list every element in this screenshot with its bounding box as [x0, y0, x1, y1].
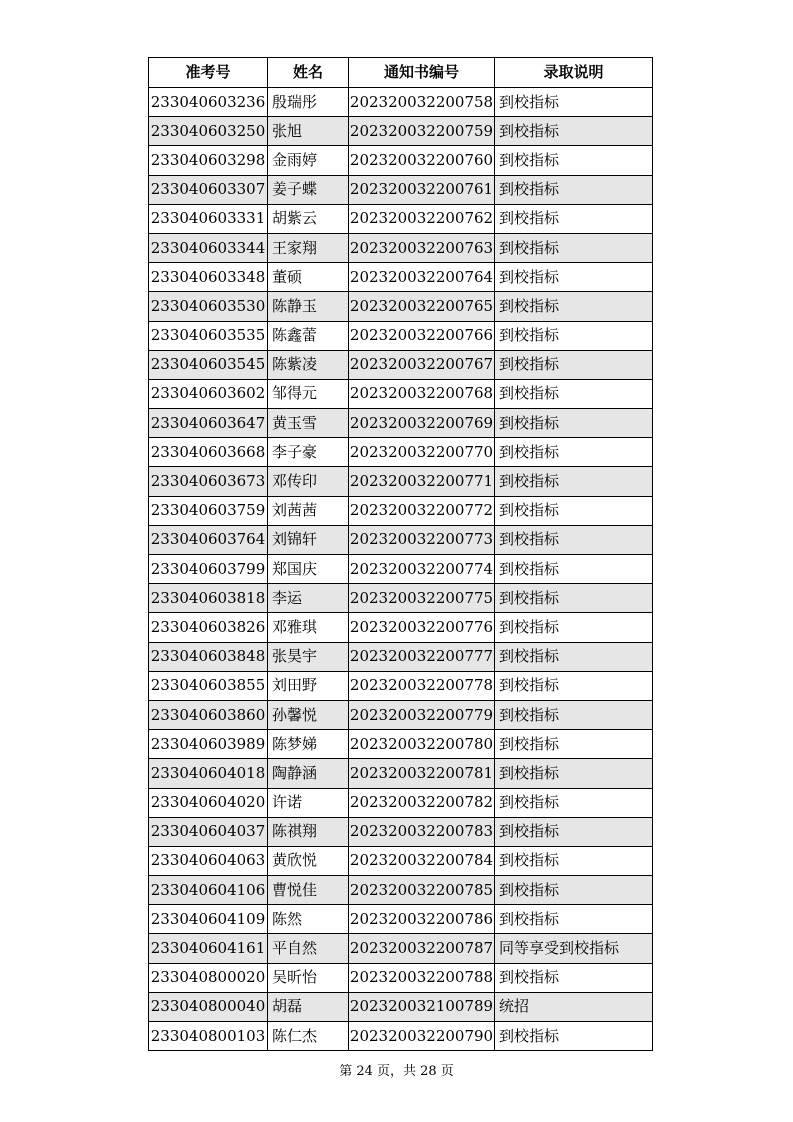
admission-note-cell: 到校指标 [495, 175, 653, 204]
exam-number-cell: 233040603535 [149, 321, 268, 350]
admission-note-cell: 到校指标 [495, 788, 653, 817]
student-name-cell: 李子豪 [268, 438, 349, 467]
notice-number-cell: 202320032200766 [349, 321, 495, 350]
student-name-cell: 陈紫凌 [268, 350, 349, 379]
exam-number-cell: 233040603307 [149, 175, 268, 204]
table-row [149, 438, 653, 467]
table-row [149, 671, 653, 700]
admission-note-cell: 到校指标 [495, 584, 653, 613]
column-header-exam-number: 准考号 [149, 58, 268, 88]
notice-number-cell: 202320032200773 [349, 525, 495, 554]
exam-number-cell: 233040603236 [149, 88, 268, 117]
admission-note-cell: 到校指标 [495, 117, 653, 146]
student-name-cell: 陶静涵 [268, 759, 349, 788]
notice-number-cell: 202320032200785 [349, 876, 495, 905]
exam-number-cell: 233040800020 [149, 963, 268, 992]
notice-number-cell: 202320032200786 [349, 905, 495, 934]
notice-number-cell: 202320032200779 [349, 700, 495, 729]
table-row [149, 146, 653, 175]
exam-number-cell: 233040604020 [149, 788, 268, 817]
admission-note-cell: 到校指标 [495, 963, 653, 992]
admission-note-cell: 到校指标 [495, 905, 653, 934]
student-name-cell: 刘田野 [268, 671, 349, 700]
student-name-cell: 曹悦佳 [268, 876, 349, 905]
table-row [149, 467, 653, 496]
admission-note-cell: 到校指标 [495, 730, 653, 759]
notice-number-cell: 202320032200761 [349, 175, 495, 204]
notice-number-cell: 202320032200781 [349, 759, 495, 788]
notice-number-cell: 202320032200790 [349, 1022, 495, 1051]
admission-note-cell: 到校指标 [495, 642, 653, 671]
admission-note-cell: 到校指标 [495, 379, 653, 408]
student-name-cell: 张昊宇 [268, 642, 349, 671]
notice-number-cell: 202320032200770 [349, 438, 495, 467]
table-row [149, 233, 653, 262]
student-name-cell: 董硕 [268, 263, 349, 292]
student-name-cell: 张旭 [268, 117, 349, 146]
student-name-cell: 邓雅琪 [268, 613, 349, 642]
table-row [149, 846, 653, 875]
table-row [149, 555, 653, 584]
exam-number-cell: 233040603344 [149, 233, 268, 262]
notice-number-cell: 202320032200767 [349, 350, 495, 379]
notice-number-cell: 202320032200782 [349, 788, 495, 817]
admission-note-cell: 统招 [495, 992, 653, 1021]
column-header-admission-note: 录取说明 [495, 58, 653, 88]
table-row [149, 263, 653, 292]
exam-number-cell: 233040603855 [149, 671, 268, 700]
admission-note-cell: 到校指标 [495, 263, 653, 292]
admission-note-cell: 到校指标 [495, 409, 653, 438]
notice-number-cell: 202320032200763 [349, 233, 495, 262]
column-header-name: 姓名 [268, 58, 349, 88]
exam-number-cell: 233040603647 [149, 409, 268, 438]
admission-note-cell: 到校指标 [495, 817, 653, 846]
table-row [149, 992, 653, 1021]
student-name-cell: 李运 [268, 584, 349, 613]
exam-number-cell: 233040603848 [149, 642, 268, 671]
admission-note-cell: 到校指标 [495, 876, 653, 905]
admission-note-cell: 到校指标 [495, 613, 653, 642]
table-body [149, 88, 653, 1051]
notice-number-cell: 202320032200758 [349, 88, 495, 117]
student-name-cell: 姜子蝶 [268, 175, 349, 204]
page-footer: 第 24 页，共 28 页 [339, 1064, 454, 1079]
exam-number-cell: 233040603530 [149, 292, 268, 321]
notice-number-cell: 202320032200777 [349, 642, 495, 671]
notice-number-cell: 202320032200776 [349, 613, 495, 642]
admission-note-cell: 同等享受到校指标 [495, 934, 653, 963]
exam-number-cell: 233040603759 [149, 496, 268, 525]
exam-number-cell: 233040604063 [149, 846, 268, 875]
table-row [149, 613, 653, 642]
table-row [149, 496, 653, 525]
student-name-cell: 胡紫云 [268, 204, 349, 233]
exam-number-cell: 233040604037 [149, 817, 268, 846]
exam-number-cell: 233040603250 [149, 117, 268, 146]
notice-number-cell: 202320032200759 [349, 117, 495, 146]
table-row [149, 817, 653, 846]
admission-note-cell: 到校指标 [495, 321, 653, 350]
table-row [149, 350, 653, 379]
student-name-cell: 陈鑫蕾 [268, 321, 349, 350]
table-row [149, 204, 653, 233]
exam-number-cell: 233040604106 [149, 876, 268, 905]
exam-number-cell: 233040603545 [149, 350, 268, 379]
student-name-cell: 陈然 [268, 905, 349, 934]
table-row [149, 1022, 653, 1051]
student-name-cell: 黄欣悦 [268, 846, 349, 875]
notice-number-cell: 202320032200772 [349, 496, 495, 525]
table-row [149, 730, 653, 759]
student-name-cell: 王家翔 [268, 233, 349, 262]
admission-note-cell: 到校指标 [495, 525, 653, 554]
exam-number-cell: 233040603668 [149, 438, 268, 467]
admission-note-cell: 到校指标 [495, 438, 653, 467]
student-name-cell: 金雨婷 [268, 146, 349, 175]
table-row [149, 584, 653, 613]
exam-number-cell: 233040604161 [149, 934, 268, 963]
notice-number-cell: 202320032200762 [349, 204, 495, 233]
table-row [149, 963, 653, 992]
notice-number-cell: 202320032200778 [349, 671, 495, 700]
exam-number-cell: 233040603860 [149, 700, 268, 729]
exam-number-cell: 233040800103 [149, 1022, 268, 1051]
student-name-cell: 陈祺翔 [268, 817, 349, 846]
exam-number-cell: 233040603818 [149, 584, 268, 613]
table-row [149, 292, 653, 321]
notice-number-cell: 202320032200774 [349, 555, 495, 584]
notice-number-cell: 202320032200760 [349, 146, 495, 175]
student-name-cell: 黄玉雪 [268, 409, 349, 438]
exam-number-cell: 233040603799 [149, 555, 268, 584]
table-row [149, 379, 653, 408]
table-row [149, 642, 653, 671]
exam-number-cell: 233040603331 [149, 204, 268, 233]
notice-number-cell: 202320032200764 [349, 263, 495, 292]
admission-note-cell: 到校指标 [495, 846, 653, 875]
table-row [149, 934, 653, 963]
student-name-cell: 陈梦娣 [268, 730, 349, 759]
exam-number-cell: 233040604109 [149, 905, 268, 934]
table-row [149, 788, 653, 817]
notice-number-cell: 202320032200783 [349, 817, 495, 846]
admission-note-cell: 到校指标 [495, 292, 653, 321]
table-header-row [149, 58, 653, 88]
table-row [149, 759, 653, 788]
notice-number-cell: 202320032200765 [349, 292, 495, 321]
admission-note-cell: 到校指标 [495, 1022, 653, 1051]
admission-note-cell: 到校指标 [495, 88, 653, 117]
exam-number-cell: 233040603348 [149, 263, 268, 292]
exam-number-cell: 233040603989 [149, 730, 268, 759]
admission-note-cell: 到校指标 [495, 467, 653, 496]
student-name-cell: 陈仁杰 [268, 1022, 349, 1051]
admission-note-cell: 到校指标 [495, 555, 653, 584]
student-name-cell: 平自然 [268, 934, 349, 963]
student-name-cell: 郑国庆 [268, 555, 349, 584]
student-name-cell: 孙馨悦 [268, 700, 349, 729]
notice-number-cell: 202320032200780 [349, 730, 495, 759]
student-name-cell: 殷瑞彤 [268, 88, 349, 117]
table-row [149, 876, 653, 905]
notice-number-cell: 202320032100789 [349, 992, 495, 1021]
exam-number-cell: 233040800040 [149, 992, 268, 1021]
exam-number-cell: 233040603298 [149, 146, 268, 175]
notice-number-cell: 202320032200775 [349, 584, 495, 613]
table-row [149, 905, 653, 934]
admission-note-cell: 到校指标 [495, 700, 653, 729]
student-name-cell: 吴昕怡 [268, 963, 349, 992]
student-name-cell: 刘茜茜 [268, 496, 349, 525]
table-row [149, 525, 653, 554]
admission-note-cell: 到校指标 [495, 350, 653, 379]
admission-note-cell: 到校指标 [495, 759, 653, 788]
notice-number-cell: 202320032200788 [349, 963, 495, 992]
student-name-cell: 陈静玉 [268, 292, 349, 321]
student-name-cell: 邹得元 [268, 379, 349, 408]
notice-number-cell: 202320032200784 [349, 846, 495, 875]
admission-note-cell: 到校指标 [495, 496, 653, 525]
student-name-cell: 胡磊 [268, 992, 349, 1021]
student-name-cell: 邓传印 [268, 467, 349, 496]
table-row [149, 88, 653, 117]
notice-number-cell: 202320032200768 [349, 379, 495, 408]
notice-number-cell: 202320032200769 [349, 409, 495, 438]
exam-number-cell: 233040603673 [149, 467, 268, 496]
column-header-notice-number: 通知书编号 [349, 58, 495, 88]
admission-note-cell: 到校指标 [495, 146, 653, 175]
student-name-cell: 刘锦轩 [268, 525, 349, 554]
exam-number-cell: 233040603826 [149, 613, 268, 642]
table-row [149, 175, 653, 204]
table-row [149, 321, 653, 350]
admission-note-cell: 到校指标 [495, 671, 653, 700]
exam-number-cell: 233040604018 [149, 759, 268, 788]
exam-number-cell: 233040603602 [149, 379, 268, 408]
exam-number-cell: 233040603764 [149, 525, 268, 554]
admission-note-cell: 到校指标 [495, 233, 653, 262]
notice-number-cell: 202320032200771 [349, 467, 495, 496]
notice-number-cell: 202320032200787 [349, 934, 495, 963]
admission-note-cell: 到校指标 [495, 204, 653, 233]
table-row [149, 409, 653, 438]
admission-table [148, 57, 653, 1051]
table-row [149, 117, 653, 146]
table-row [149, 700, 653, 729]
student-name-cell: 许诺 [268, 788, 349, 817]
